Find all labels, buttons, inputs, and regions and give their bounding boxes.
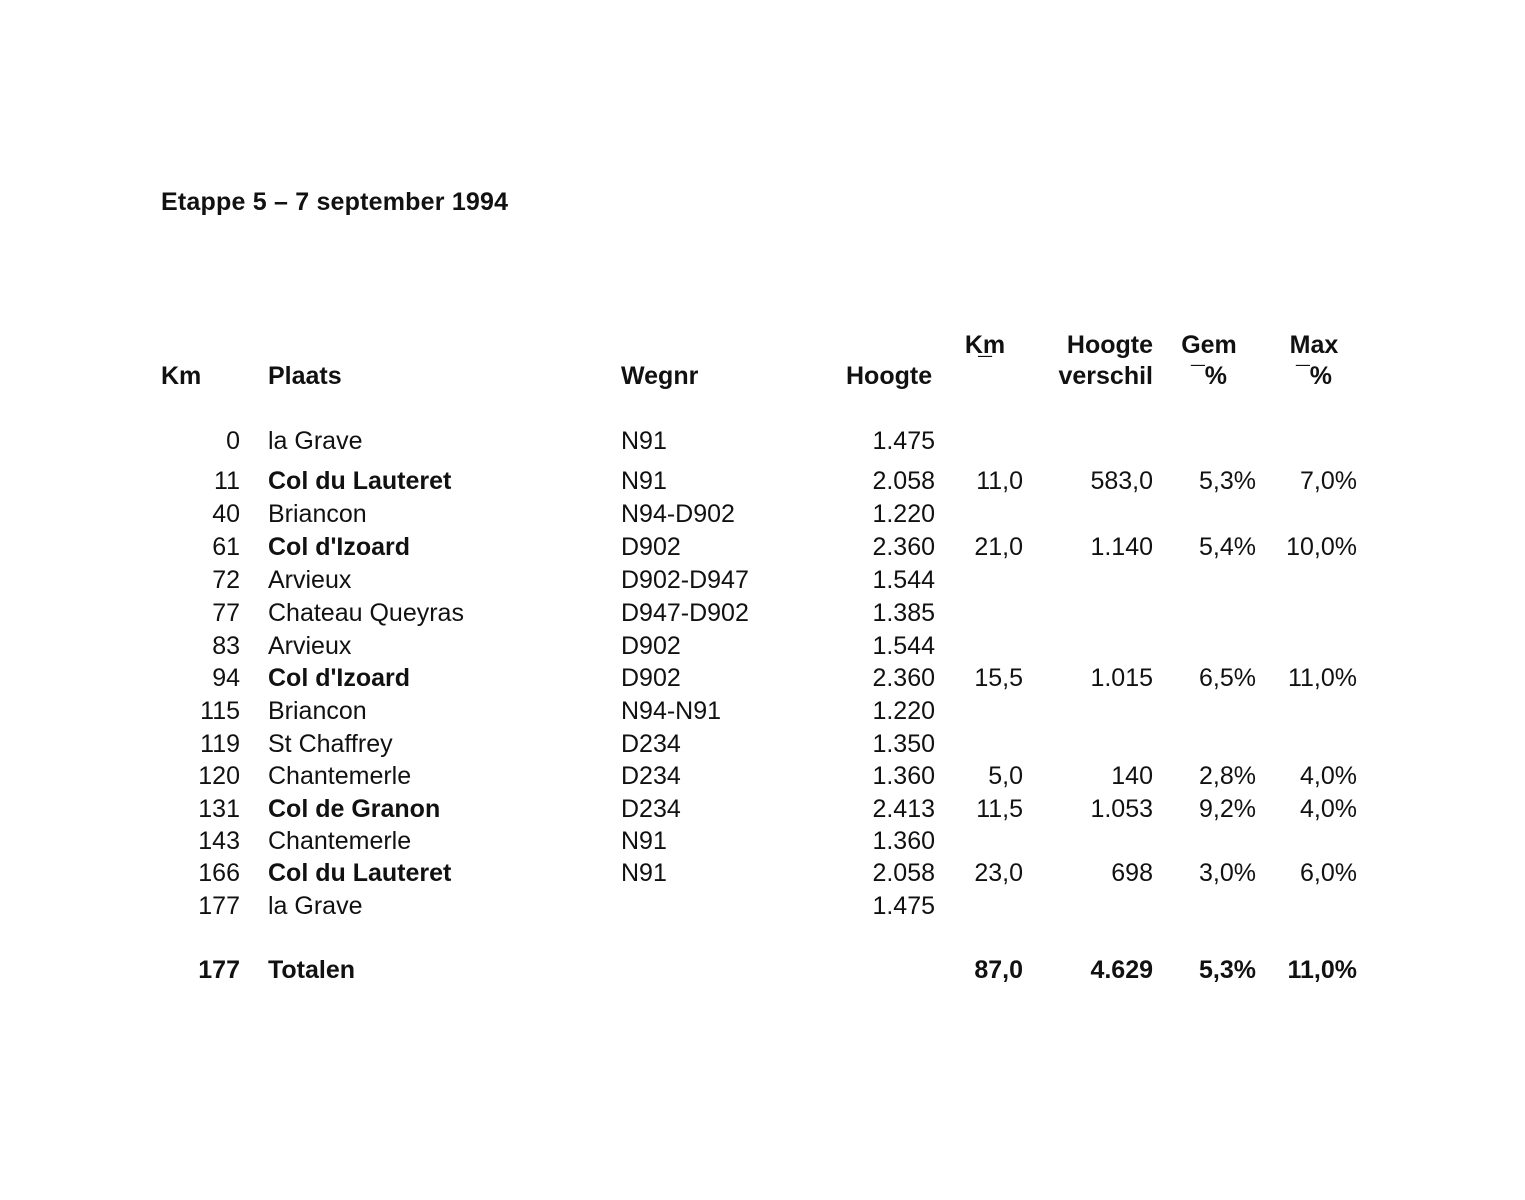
row-wegnr: D902-D947 bbox=[621, 566, 749, 594]
row-hoogte: 2.413 bbox=[872, 795, 935, 823]
table-row bbox=[0, 426, 1525, 456]
row-km: 177 bbox=[198, 892, 240, 920]
header-hoogte-verschil: Hoogte bbox=[1066, 331, 1153, 359]
table-row bbox=[0, 891, 1525, 921]
totals-verschil: 4.629 bbox=[1090, 956, 1153, 984]
header-plaats: Plaats bbox=[268, 362, 342, 390]
row-verschil: 1.140 bbox=[1090, 533, 1153, 561]
row-hoogte: 2.360 bbox=[872, 533, 935, 561]
row-hoogte: 1.385 bbox=[872, 599, 935, 627]
header-gem: Gem bbox=[1181, 331, 1237, 359]
row-plaats: Col d'Izoard bbox=[268, 533, 411, 561]
row-km: 40 bbox=[212, 500, 240, 528]
row-hoogte: 1.544 bbox=[872, 566, 935, 594]
table-row bbox=[0, 826, 1525, 856]
table-row bbox=[0, 532, 1525, 562]
row-km: 72 bbox=[212, 566, 240, 594]
row-hoogte: 1.544 bbox=[872, 632, 935, 660]
row-hoogte: 1.475 bbox=[872, 427, 935, 455]
row-km: 143 bbox=[198, 827, 240, 855]
row-plaats: Chantemerle bbox=[268, 827, 412, 855]
row-plaats: Col de Granon bbox=[268, 795, 441, 823]
table-row bbox=[0, 598, 1525, 628]
table-row bbox=[0, 696, 1525, 726]
row-km: 0 bbox=[226, 427, 240, 455]
header-max-unit: ¯% bbox=[1295, 362, 1333, 390]
row-plaats: Chateau Queyras bbox=[268, 599, 464, 627]
row-plaats: Col du Lauteret bbox=[268, 859, 452, 887]
row-max: 4,0% bbox=[1300, 762, 1357, 790]
row-verschil: 583,0 bbox=[1090, 467, 1153, 495]
row-plaats: St Chaffrey bbox=[268, 730, 393, 758]
row-max: 11,0% bbox=[1287, 664, 1357, 692]
row-km: 11 bbox=[214, 467, 240, 495]
table-row bbox=[0, 565, 1525, 595]
row-wegnr: D902 bbox=[621, 664, 681, 692]
row-verschil: 1.015 bbox=[1090, 664, 1153, 692]
row-plaats: Briancon bbox=[268, 500, 367, 528]
row-hoogte: 2.058 bbox=[872, 859, 935, 887]
table-row bbox=[0, 631, 1525, 661]
row-km: 77 bbox=[212, 599, 240, 627]
table-row bbox=[0, 499, 1525, 529]
row-km-climb: 21,0 bbox=[974, 533, 1023, 561]
page-title: Etappe 5 – 7 september 1994 bbox=[161, 188, 509, 216]
row-km: 61 bbox=[212, 533, 240, 561]
row-plaats: Chantemerle bbox=[268, 762, 412, 790]
row-gem: 5,4% bbox=[1199, 533, 1256, 561]
row-plaats: la Grave bbox=[268, 427, 363, 455]
row-km-climb: 5,0 bbox=[988, 762, 1023, 790]
row-verschil: 698 bbox=[1111, 859, 1153, 887]
row-verschil: 1.053 bbox=[1090, 795, 1153, 823]
table-row bbox=[0, 466, 1525, 496]
row-wegnr: N94-D902 bbox=[621, 500, 735, 528]
totals-label: Totalen bbox=[268, 956, 356, 984]
row-gem: 6,5% bbox=[1199, 664, 1256, 692]
row-wegnr: D947-D902 bbox=[621, 599, 749, 627]
row-km: 120 bbox=[198, 762, 240, 790]
row-plaats: Arvieux bbox=[268, 632, 352, 660]
row-wegnr: D234 bbox=[621, 730, 681, 758]
row-wegnr: N94-N91 bbox=[621, 697, 722, 725]
row-km-climb: 11,0 bbox=[976, 467, 1023, 495]
table-row bbox=[0, 729, 1525, 759]
row-max: 6,0% bbox=[1300, 859, 1357, 887]
row-plaats: Col d'Izoard bbox=[268, 664, 411, 692]
header-gem-unit: ¯% bbox=[1190, 362, 1228, 390]
row-km-climb: 23,0 bbox=[974, 859, 1023, 887]
row-gem: 9,2% bbox=[1199, 795, 1256, 823]
row-verschil: 140 bbox=[1111, 762, 1153, 790]
header-hoogte: Hoogte bbox=[846, 362, 933, 390]
row-km: 119 bbox=[200, 730, 240, 758]
row-hoogte: 1.360 bbox=[872, 762, 935, 790]
totals-km: 177 bbox=[198, 956, 240, 984]
table-row bbox=[0, 794, 1525, 824]
row-gem: 2,8% bbox=[1199, 762, 1256, 790]
row-km: 115 bbox=[200, 697, 240, 725]
row-plaats: Col du Lauteret bbox=[268, 467, 452, 495]
row-wegnr: D902 bbox=[621, 533, 681, 561]
header-km: Km bbox=[161, 362, 202, 390]
row-wegnr: D902 bbox=[621, 632, 681, 660]
row-wegnr: D234 bbox=[621, 762, 681, 790]
row-hoogte: 1.475 bbox=[872, 892, 935, 920]
row-plaats: Briancon bbox=[268, 697, 367, 725]
row-hoogte: 1.360 bbox=[872, 827, 935, 855]
row-km: 166 bbox=[198, 859, 240, 887]
row-plaats: Arvieux bbox=[268, 566, 352, 594]
row-hoogte: 1.350 bbox=[872, 730, 935, 758]
table-row bbox=[0, 663, 1525, 693]
row-km-climb: 11,5 bbox=[976, 795, 1023, 823]
row-max: 10,0% bbox=[1286, 533, 1357, 561]
totals-km-climb: 87,0 bbox=[974, 956, 1023, 984]
row-gem: 5,3% bbox=[1199, 467, 1256, 495]
row-wegnr: N91 bbox=[621, 427, 667, 455]
row-plaats: la Grave bbox=[268, 892, 363, 920]
row-hoogte: 2.058 bbox=[872, 467, 935, 495]
header-km-climb: Km bbox=[964, 331, 1006, 359]
row-km: 94 bbox=[212, 664, 240, 692]
row-hoogte: 2.360 bbox=[872, 664, 935, 692]
row-hoogte: 1.220 bbox=[872, 697, 935, 725]
row-km-climb: 15,5 bbox=[974, 664, 1023, 692]
row-max: 4,0% bbox=[1300, 795, 1357, 823]
row-wegnr: N91 bbox=[621, 859, 667, 887]
totals-gem: 5,3% bbox=[1199, 956, 1256, 984]
row-wegnr: D234 bbox=[621, 795, 681, 823]
header-max: Max bbox=[1289, 331, 1339, 359]
table-row bbox=[0, 858, 1525, 888]
row-max: 7,0% bbox=[1300, 467, 1357, 495]
header-km-climb-unit: ¯ bbox=[978, 353, 992, 381]
row-wegnr: N91 bbox=[621, 467, 667, 495]
header-hoogte-verschil-line2: verschil bbox=[1058, 362, 1153, 390]
totals-row bbox=[0, 955, 1525, 985]
totals-max: 11,0% bbox=[1287, 956, 1357, 984]
row-wegnr: N91 bbox=[621, 827, 667, 855]
row-gem: 3,0% bbox=[1199, 859, 1256, 887]
row-hoogte: 1.220 bbox=[872, 500, 935, 528]
row-km: 131 bbox=[198, 795, 240, 823]
table-row bbox=[0, 761, 1525, 791]
header-wegnr: Wegnr bbox=[621, 362, 699, 390]
row-km: 83 bbox=[212, 632, 240, 660]
